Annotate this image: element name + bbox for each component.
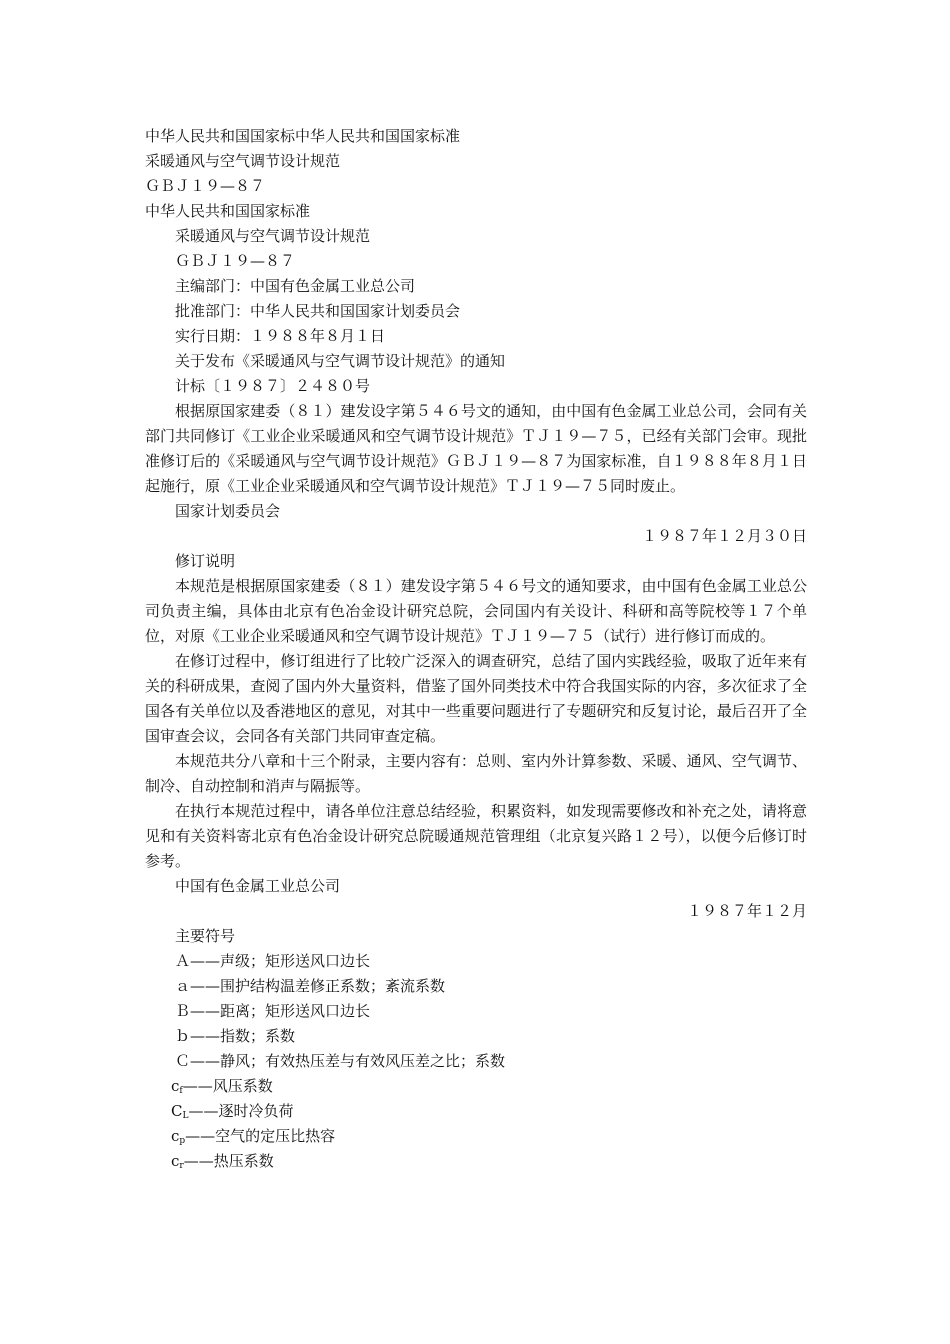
- symbol-description: ——静风；有效热压差与有效风压差之比；系数: [190, 1052, 506, 1070]
- symbol-item: [145, 1124, 807, 1149]
- symbol-letter: ａ: [175, 977, 191, 995]
- symbol-subscript: p: [179, 1136, 186, 1146]
- approver-department: 批准部门：中华人民共和国国家计划委员会: [175, 302, 461, 320]
- revision-title: 修订说明: [175, 552, 236, 570]
- symbol-item: [145, 974, 807, 999]
- symbol-item: [145, 999, 807, 1024]
- symbol-description: ——逐时冷负荷: [188, 1102, 294, 1120]
- symbol-letter: c: [171, 1127, 180, 1145]
- symbol-letter: C: [171, 1102, 183, 1120]
- symbols-title: 主要符号: [175, 927, 236, 945]
- symbol-subscript: f: [179, 1086, 183, 1096]
- symbol-item: [145, 1024, 807, 1049]
- symbol-item: [145, 1074, 807, 1099]
- standard-code: ＧＢＪ１９—８７: [175, 252, 296, 270]
- symbol-description: ——指数；系数: [190, 1027, 296, 1045]
- standard-title: 采暖通风与空气调节设计规范: [175, 227, 371, 245]
- symbol-letter: ｂ: [175, 1027, 191, 1045]
- symbol-description: ——热压系数: [183, 1152, 274, 1170]
- symbol-item: [145, 949, 807, 974]
- symbol-item: [145, 1149, 807, 1174]
- notice-date: １９８７年１２月３０日: [641, 527, 807, 545]
- notice-number: 计标〔１９８７〕２４８０号: [175, 377, 371, 395]
- symbol-description: ——距离；矩形送风口边长: [190, 1002, 371, 1020]
- symbol-letter: c: [171, 1152, 180, 1170]
- header-line-4: 中华人民共和国国家标准: [145, 202, 311, 220]
- symbol-subscript: r: [179, 1161, 184, 1171]
- document-page: [145, 124, 807, 1174]
- symbol-description: ——围护结构温差修正系数；紊流系数: [190, 977, 446, 995]
- revision-date: １９８７年１２月: [686, 902, 807, 920]
- effective-date: 实行日期：１９８８年８月１日: [175, 327, 386, 345]
- header-line-3: ＧＢＪ１９—８７: [145, 177, 266, 195]
- notice-signer: 国家计划委员会: [175, 502, 281, 520]
- revision-paragraph-3: 本规范共分八章和十三个附录，主要内容有：总则、室内外计算参数、采暖、通风、空气调节、制冷、自动控制和消声与隔振等。: [145, 752, 807, 795]
- revision-paragraph-2: 在修订过程中，修订组进行了比较广泛深入的调查研究，总结了国内实践经验，吸取了近年来有关的科研成果，查阅了国内外大量资料，借鉴了国外同类技术中符合我国实际的内容，多次征求了全国各有关单位以及香港地区的意见，对其中一些重要问题进行了专题研究和反复讨论，最后召开了全国审查会议，会同各有关部门共同审查定稿。: [145, 652, 807, 745]
- symbol-item: [145, 1049, 807, 1074]
- revision-paragraph-1: 本规范是根据原国家建委（８１）建发设字第５４６号文的通知要求，由中国有色金属工业总公司负责主编，具体由北京有色冶金设计研究总院，会同国内有关设计、科研和高等院校等１７个单位，对原《工业企业采暖通风和空气调节设计规范》ＴＪ１９—７５（试行）进行修订而成的。: [145, 577, 807, 645]
- notice-title: 关于发布《采暖通风与空气调节设计规范》的通知: [175, 352, 506, 370]
- symbol-subscript: L: [182, 1111, 189, 1121]
- symbol-item: [145, 1099, 807, 1124]
- symbol-description: ——风压系数: [182, 1077, 273, 1095]
- revision-paragraph-4: 在执行本规范过程中，请各单位注意总结经验，积累资料，如发现需要修改和补充之处，请将意见和有关资料寄北京有色冶金设计研究总院暖通规范管理组（北京复兴路１２号），以便今后修订时参考。: [145, 802, 807, 870]
- symbol-letter: c: [171, 1077, 180, 1095]
- header-line-2: 采暖通风与空气调节设计规范: [145, 152, 341, 170]
- revision-signer: 中国有色金属工业总公司: [175, 877, 341, 895]
- symbol-description: ——声级；矩形送风口边长: [190, 952, 371, 970]
- header-line-1: 中华人民共和国国家标中华人民共和国国家标准: [145, 127, 461, 145]
- notice-body: 根据原国家建委（８１）建发设字第５４６号文的通知，由中国有色金属工业总公司，会同有关部门共同修订《工业企业采暖通风和空气调节设计规范》ＴＪ１９—７５，已经有关部门会审。现批准修订后的《采暖通风与空气调节设计规范》ＧＢＪ１９—８７为国家标准，自１９８８年８月１日起施行，原《工业企业采暖通风和空气调节设计规范》ＴＪ１９—７５同时废止。: [145, 402, 807, 495]
- symbol-description: ——空气的定压比热容: [185, 1127, 336, 1145]
- symbol-letter: Ｃ: [175, 1052, 191, 1070]
- symbol-letter: Ｂ: [175, 1002, 191, 1020]
- symbol-letter: Ａ: [175, 952, 191, 970]
- editor-department: 主编部门：中国有色金属工业总公司: [175, 277, 416, 295]
